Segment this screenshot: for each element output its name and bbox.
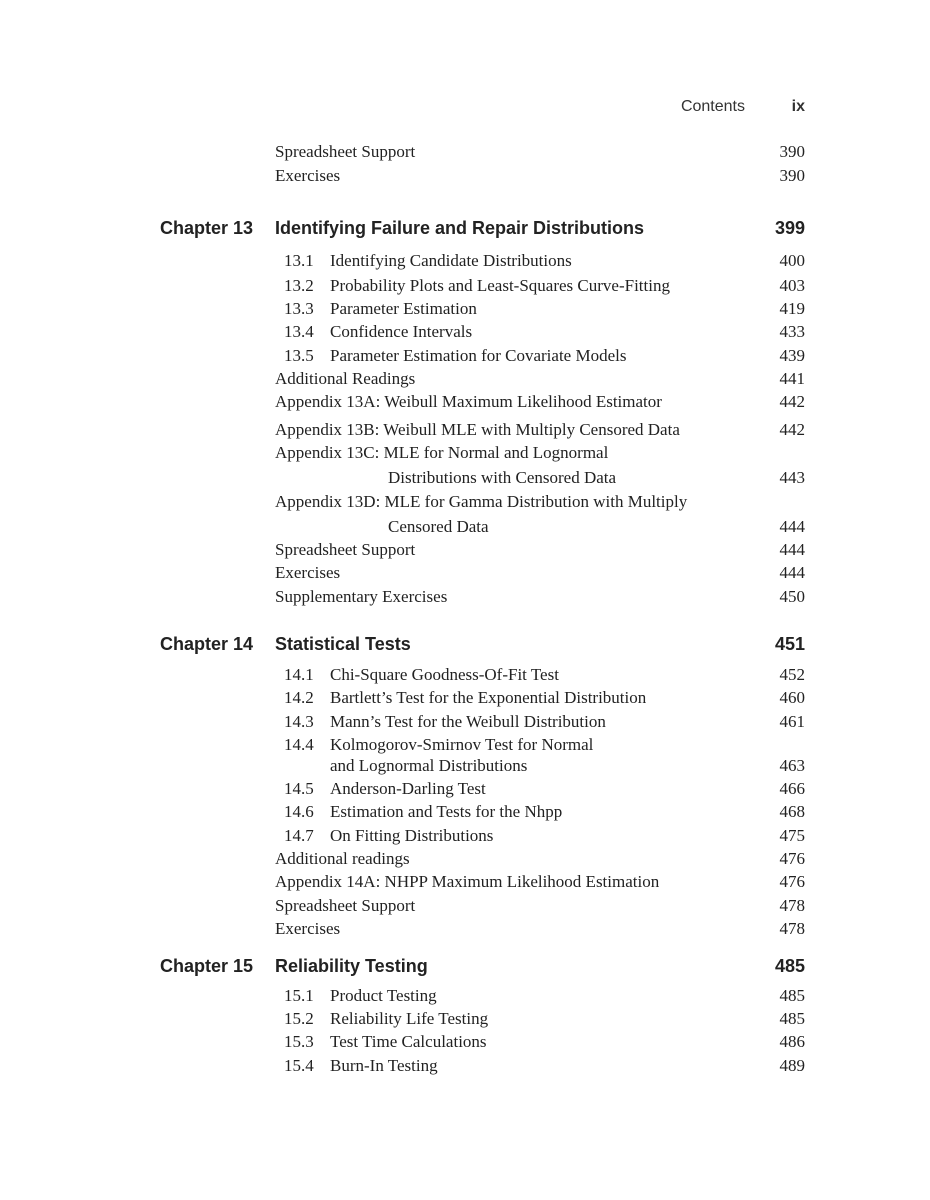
entry-page: 441 [779, 369, 805, 388]
section-page: 463 [779, 756, 805, 775]
toc-section[interactable] [275, 322, 805, 344]
section-number: 14.1 [284, 665, 314, 684]
section-page: 468 [779, 802, 805, 821]
toc-section[interactable] [275, 665, 805, 687]
section-title: Probability Plots and Least-Squares Curve-Fitting [330, 276, 670, 295]
toc-section[interactable] [275, 1032, 805, 1054]
entry-title-continuation: Censored Data [388, 517, 489, 536]
section-number: 14.3 [284, 712, 314, 731]
entry-page: 478 [779, 896, 805, 915]
section-number: 15.1 [284, 986, 314, 1005]
entry-title: Exercises [275, 166, 341, 185]
entry-title: Additional Readings [275, 369, 416, 388]
section-number: 14.6 [284, 802, 314, 821]
section-page: 489 [779, 1056, 805, 1075]
chapter-title: Statistical Tests [275, 634, 411, 654]
toc-entry[interactable] [275, 166, 805, 188]
running-head-label: Contents [680, 98, 745, 115]
entry-page: 442 [779, 392, 805, 411]
chapter-label: Chapter 15 [160, 956, 254, 976]
chapter-title: Reliability Testing [275, 956, 428, 976]
entry-title: Appendix 14A: NHPP Maximum Likelihood Estimation [275, 872, 660, 891]
section-title: Parameter Estimation for Covariate Models [330, 346, 627, 365]
entry-title: Appendix 13A: Weibull Maximum Likelihood Estimator [275, 392, 662, 411]
toc-section[interactable] [275, 299, 805, 321]
section-number: 13.4 [284, 322, 314, 341]
section-page: 433 [779, 322, 805, 341]
entry-title: Exercises [275, 563, 341, 582]
chapter-page: 399 [774, 218, 805, 238]
section-page: 466 [779, 779, 805, 798]
toc-entry-continuation [275, 468, 805, 490]
section-title: Mann’s Test for the Weibull Distribution [330, 712, 606, 731]
section-number: 15.4 [284, 1056, 314, 1075]
section-number: 13.5 [284, 346, 314, 365]
toc-entry[interactable] [275, 587, 805, 609]
section-page: 419 [779, 299, 805, 318]
toc-entry[interactable] [275, 420, 805, 442]
toc-entry[interactable] [275, 369, 805, 391]
section-title: Parameter Estimation [330, 299, 477, 318]
section-page: 486 [779, 1032, 805, 1051]
chapter-page: 485 [774, 956, 805, 976]
chapter-title: Identifying Failure and Repair Distributions [275, 218, 645, 238]
toc-entry[interactable] [275, 392, 805, 414]
section-title: On Fitting Distributions [330, 826, 494, 845]
toc-section[interactable] [275, 276, 805, 298]
entry-title: Exercises [275, 919, 341, 938]
entry-page: 478 [779, 919, 805, 938]
chapter-label: Chapter 13 [160, 218, 254, 238]
toc-entry[interactable] [275, 563, 805, 585]
section-title: Bartlett’s Test for the Exponential Distribution [330, 688, 647, 707]
toc-entry[interactable] [275, 896, 805, 918]
section-page: 461 [779, 712, 805, 731]
chapter-heading-15[interactable] [160, 956, 805, 982]
entry-page: 444 [779, 540, 805, 559]
entry-title: Spreadsheet Support [275, 896, 416, 915]
toc-entry[interactable] [275, 540, 805, 562]
section-title-continuation: and Lognormal Distributions [330, 756, 528, 775]
section-title: Product Testing [330, 986, 437, 1005]
toc-entry[interactable] [275, 919, 805, 941]
entry-title: Appendix 13D: MLE for Gamma Distribution with Multiply [275, 492, 688, 511]
section-title: Identifying Candidate Distributions [330, 251, 572, 270]
entry-page: 444 [779, 517, 805, 536]
section-title: Estimation and Tests for the Nhpp [330, 802, 563, 821]
entry-page: 444 [779, 563, 805, 582]
section-number: 14.7 [284, 826, 314, 845]
toc-entry[interactable] [275, 142, 805, 164]
section-page: 475 [779, 826, 805, 845]
toc-section[interactable] [275, 802, 805, 824]
section-page: 439 [779, 346, 805, 365]
running-head [0, 98, 805, 120]
chapter-page: 451 [774, 634, 805, 654]
section-page: 460 [779, 688, 805, 707]
entry-title: Appendix 13C: MLE for Normal and Lognormal [275, 443, 609, 462]
section-number: 13.3 [284, 299, 314, 318]
section-page: 400 [779, 251, 805, 270]
toc-section[interactable] [275, 986, 805, 1008]
page-number: ix [791, 98, 805, 115]
section-number: 14.4 [284, 735, 314, 754]
toc-section[interactable] [275, 346, 805, 368]
chapter-label: Chapter 14 [160, 634, 254, 654]
toc-entry[interactable] [275, 492, 805, 514]
section-title: Confidence Intervals [330, 322, 473, 341]
entry-page: 390 [779, 166, 805, 185]
entry-title: Supplementary Exercises [275, 587, 448, 606]
toc-section[interactable] [275, 1009, 805, 1031]
entry-title: Spreadsheet Support [275, 540, 416, 559]
section-page: 485 [779, 1009, 805, 1028]
toc-section[interactable] [275, 1056, 805, 1078]
toc-section[interactable] [275, 688, 805, 710]
entry-title: Appendix 13B: Weibull MLE with Multiply Censored Data [275, 420, 680, 439]
toc-section[interactable] [275, 251, 805, 273]
chapter-heading-13[interactable] [160, 218, 805, 244]
entry-page: 390 [779, 142, 805, 161]
section-title: Kolmogorov-Smirnov Test for Normal [330, 735, 594, 754]
toc-section[interactable] [275, 826, 805, 848]
section-number: 14.5 [284, 779, 314, 798]
section-title: Burn-In Testing [330, 1056, 438, 1075]
entry-page: 476 [779, 872, 805, 891]
toc-section[interactable] [275, 735, 805, 757]
section-title: Test Time Calculations [330, 1032, 487, 1051]
section-page: 452 [779, 665, 805, 684]
toc-section-continuation [275, 756, 805, 778]
section-title: Reliability Life Testing [330, 1009, 489, 1028]
section-number: 15.2 [284, 1009, 314, 1028]
toc-section[interactable] [275, 779, 805, 801]
section-number: 13.2 [284, 276, 314, 295]
chapter-heading-14[interactable] [160, 634, 805, 660]
section-page: 485 [779, 986, 805, 1005]
section-page: 403 [779, 276, 805, 295]
entry-title: Additional readings [275, 849, 410, 868]
section-number: 15.3 [284, 1032, 314, 1051]
toc-entry-continuation [275, 517, 805, 539]
toc-entry[interactable] [275, 872, 805, 894]
entry-title: Spreadsheet Support [275, 142, 416, 161]
section-title: Chi-Square Goodness-Of-Fit Test [330, 665, 559, 684]
entry-page: 450 [779, 587, 805, 606]
toc-section[interactable] [275, 712, 805, 734]
entry-title-continuation: Distributions with Censored Data [388, 468, 617, 487]
entry-page: 443 [779, 468, 805, 487]
entry-page: 442 [779, 420, 805, 439]
section-number: 13.1 [284, 251, 314, 270]
toc-entry[interactable] [275, 849, 805, 871]
section-number: 14.2 [284, 688, 314, 707]
entry-page: 476 [779, 849, 805, 868]
section-title: Anderson-Darling Test [330, 779, 486, 798]
toc-entry[interactable] [275, 443, 805, 465]
